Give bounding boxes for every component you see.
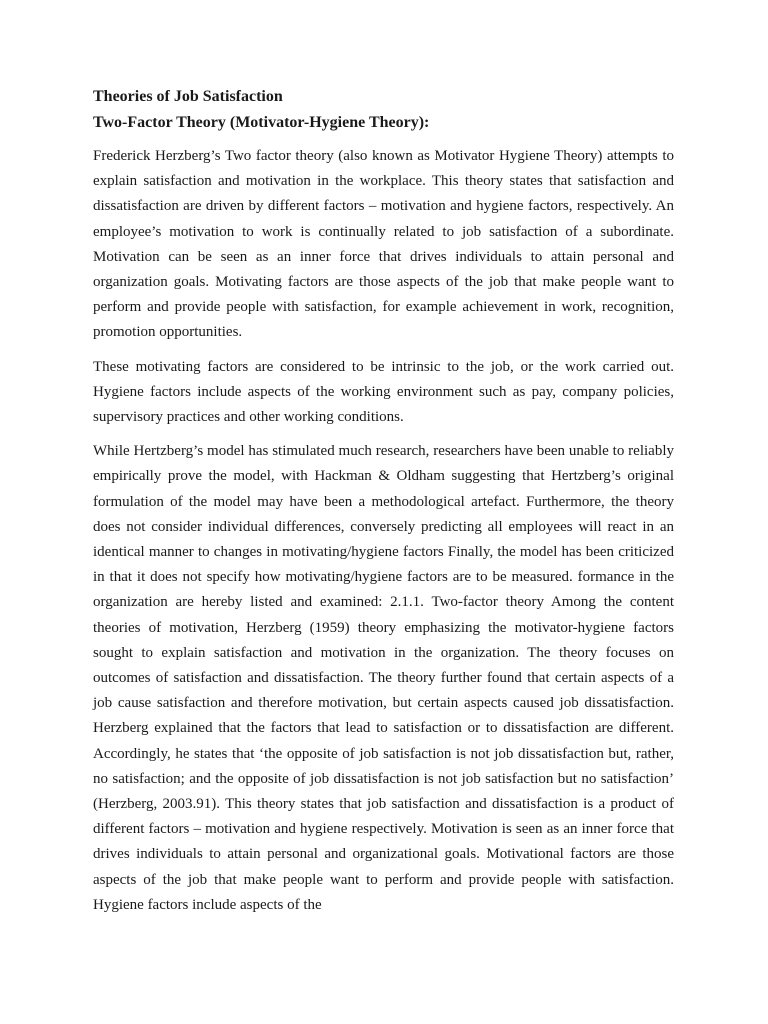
paragraph-motivating-factors: These motivating factors are considered to be intrinsic to the job, or the work carried out. Hygiene factors include aspects of the working environment such as pay, company policies, supervisory practices and other working conditions. [93,358,674,426]
section-heading: Two-Factor Theory (Motivator-Hygiene Theory): [93,114,430,131]
paragraph-intro: Frederick Herzberg’s Two factor theory (also known as Motivator Hygiene Theory) attempts to explain satisfaction and motivation in the workplace. This theory states that satisfaction and dissatisfaction are driven by different factors – motivation and hygiene factors, respectively. An employee’s motivation to work is continually related to job satisfaction of a subordinate. Motivation can be seen as an inner force that drives individuals to attain personal and organization goals. Motivating factors are those aspects of the job that make people want to perform and provide people with satisfaction, for example achievement in work, recognition, promotion opportunities. [93,148,674,341]
paragraph-critique: While Hertzberg’s model has stimulated much research, researchers have been unable to reliably empirically prove the model, with Hackman & Oldham suggesting that Hertzberg’s original formulation of the model may have been a methodological artefact. Furthermore, the theory does not consider individual differences, conversely predicting all employees will react in an identical manner to changes in motivating/hygiene factors Finally, the model has been criticized in that it does not specify how motivating/hygiene factors are to be measured. formance in the organization are hereby listed and examined: 2.1.1. Two-factor theory Among the content theories of motivation, Herzberg (1959) theory emphasizing the motivator-hygiene factors sought to explain satisfaction and motivation in the organization. The theory focuses on outcomes of satisfaction and dissatisfaction. The theory further found that certain aspects of a job cause satisfaction and therefore motivation, but certain aspects caused job dissatisfaction. Herzberg explained that the factors that lead to satisfaction or to dissatisfaction are different. Accordingly, he states that ‘the opposite of job satisfaction is not job dissatisfaction but, rather, no satisfaction; and the opposite of job dissatisfaction is not job satisfaction but no satisfaction’ (Herzberg, 2003.91). This theory states that job satisfaction and dissatisfaction is a product of different factors – motivation and hygiene respectively. Motivation is seen as an inner force that drives individuals to attain personal and organizational goals. Motivational factors are those aspects of the job that make people want to perform and provide people with satisfaction. Hygiene factors include aspects of the [93,443,674,913]
document-page [93,86,674,927]
document-title: Theories of Job Satisfaction [93,88,283,105]
